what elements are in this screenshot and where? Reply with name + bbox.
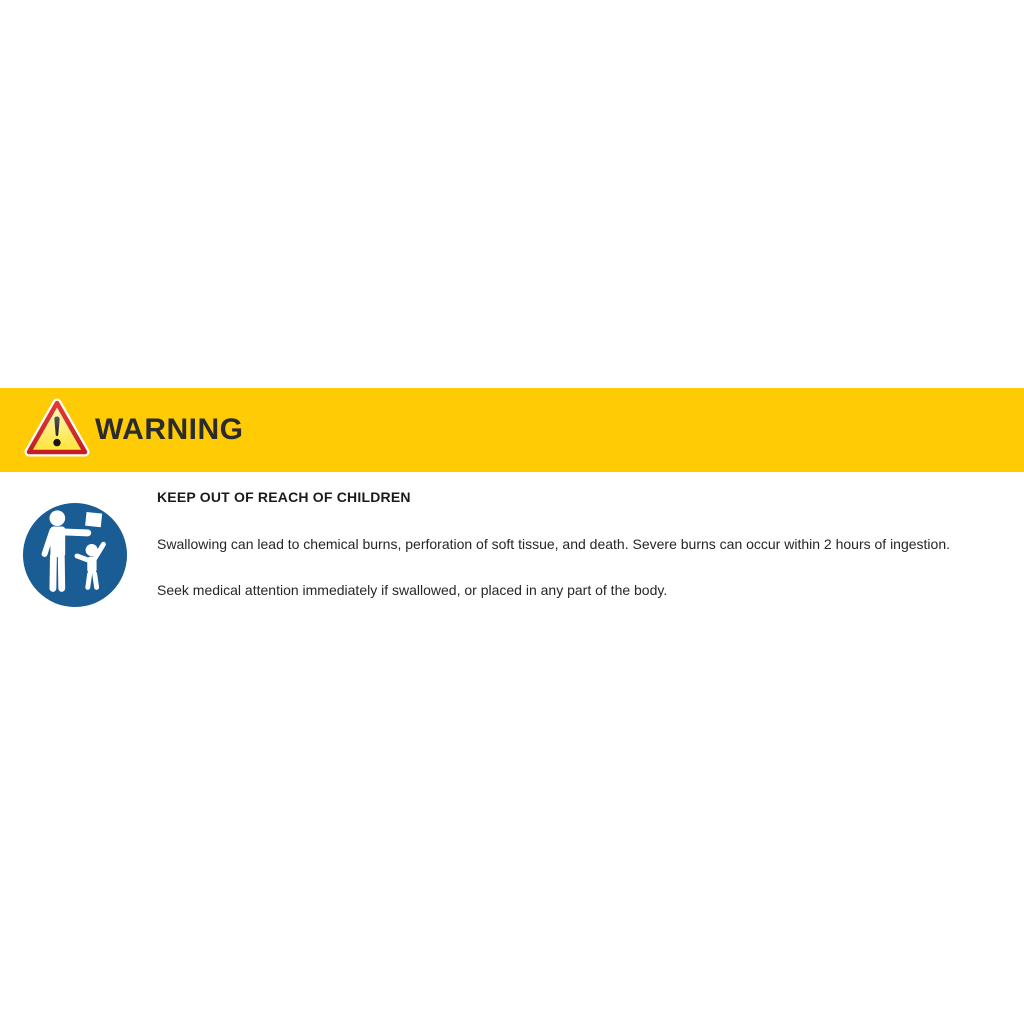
warning-title: WARNING	[95, 413, 244, 446]
keep-out-of-reach-heading: KEEP OUT OF REACH OF CHILDREN	[157, 489, 411, 505]
warning-triangle-icon	[24, 397, 90, 459]
keep-away-from-children-icon	[21, 501, 129, 609]
warning-paragraph-seek-medical: Seek medical attention immediately if swallowed, or placed in any part of the body.	[157, 582, 668, 598]
warning-banner	[0, 388, 1024, 472]
warning-paragraph-swallowing: Swallowing can lead to chemical burns, perforation of soft tissue, and death. Severe burns can occur within 2 hours of ingestion.	[157, 536, 951, 552]
